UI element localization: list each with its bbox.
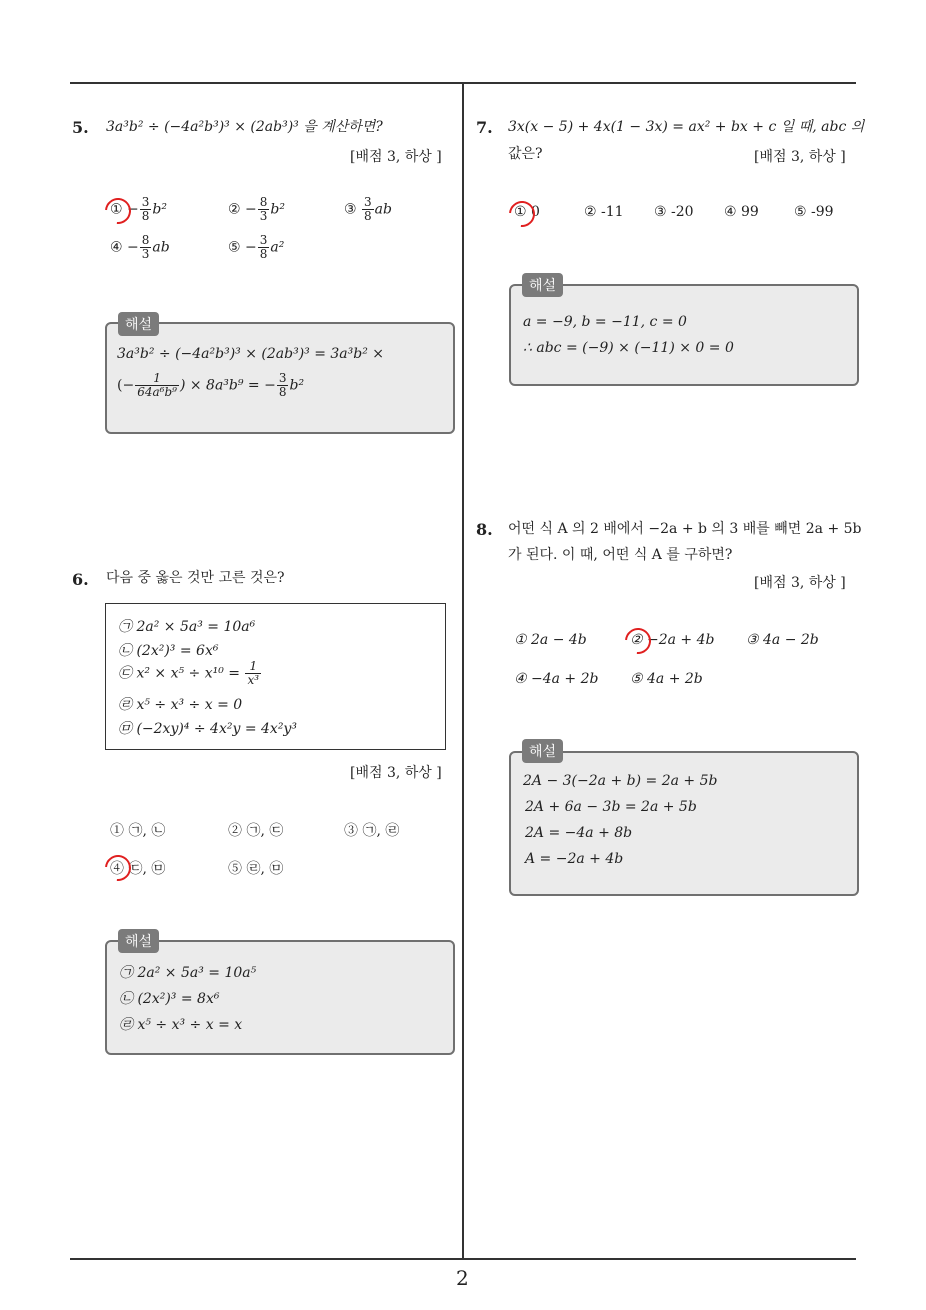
q6-option-1[interactable]: ① ㉠, ㉡: [110, 823, 166, 839]
q8-solution-line-3: 2A = −4a + 8b: [525, 825, 633, 841]
q6-statement-2: ㉡ (2x²)³ = 6x⁶: [118, 643, 219, 659]
question-5-text: 3a³b² ÷ (−4a²b³)³ × (2ab³)³ 을 계산하면?: [106, 119, 383, 135]
q6-solution-box: [105, 940, 455, 1055]
question-7-text-line-2: 값은?: [508, 146, 543, 162]
q8-option-5[interactable]: ⑤ 4a + 2b: [630, 671, 703, 687]
question-8-meta: [배점 3, 하상 ]: [754, 575, 846, 591]
q6-statement-box: [105, 603, 446, 750]
q5-option-2[interactable]: ② − $\frac{8}{3}$ b²: [228, 195, 285, 223]
q5-option-1-fraction: $\frac{3}{8}$: [141, 195, 150, 223]
q6-statement-5: ㉤ (−2xy)⁴ ÷ 4x²y = 4x²y³: [118, 721, 297, 737]
page-number: 2: [456, 1266, 469, 1290]
q5-solution-box: [105, 322, 455, 434]
q8-option-3[interactable]: ③ 4a − 2b: [746, 632, 819, 648]
q8-solution-line-4: A = −2a + 4b: [525, 851, 624, 867]
q6-option-5[interactable]: ⑤ ㉣, ㉤: [228, 861, 284, 877]
q7-option-3[interactable]: ③ -20: [654, 204, 694, 220]
q6-statement-3: ㉢ x² × x⁵ ÷ x¹⁰ = $\frac{1}{\text{x³}}$: [118, 659, 260, 687]
q6-option-4[interactable]: ④ ㉢, ㉤: [110, 861, 166, 877]
q7-option-4[interactable]: ④ 99: [724, 204, 759, 220]
question-5-number: 5.: [72, 118, 89, 137]
q8-option-4[interactable]: ④ −4a + 2b: [514, 671, 599, 687]
q7-solution-line-1: a = −9, b = −11, c = 0: [523, 314, 687, 330]
q6-solution-line-3: ㉣ x⁵ ÷ x³ ÷ x = x: [119, 1017, 243, 1033]
q8-solution-line-1: 2A − 3(−2a + b) = 2a + 5b: [523, 773, 718, 789]
q8-option-1[interactable]: ① 2a − 4b: [514, 632, 587, 648]
question-6-meta: [배점 3, 하상 ]: [350, 765, 442, 781]
q8-solution-tag: 해설: [522, 739, 563, 763]
q7-selected-circle: [504, 196, 541, 233]
question-8-number: 8.: [476, 520, 493, 539]
q7-solution-tag: 해설: [522, 273, 563, 297]
q7-solution-box: [509, 284, 859, 386]
q6-solution-tag: 해설: [118, 929, 159, 953]
question-8-text-line-2: 가 된다. 이 때, 어떤 식 A 를 구하면?: [508, 547, 733, 563]
q8-solution-line-2: 2A + 6a − 3b = 2a + 5b: [525, 799, 697, 815]
q5-solution-tag: 해설: [118, 312, 159, 336]
q5-solution-line-2: (− $\frac{1}{\text{64a⁶b⁹}}$ ) × 8a³b⁹ = − $\frac{3}{8}$ b²: [117, 371, 305, 399]
q6-solution-line-1: ㉠ 2a² × 5a³ = 10a⁵: [119, 965, 257, 981]
q6-solution-line-2: ㉡ (2x²)³ = 8x⁶: [119, 991, 220, 1007]
q7-option-2[interactable]: ② -11: [584, 204, 624, 220]
q6-option-3[interactable]: ③ ㉠, ㉣: [344, 823, 400, 839]
q6-option-2[interactable]: ② ㉠, ㉢: [228, 823, 284, 839]
q5-option-1[interactable]: ① − $\frac{3}{8}$ b²: [110, 195, 167, 223]
q8-selected-circle: [620, 623, 657, 660]
q5-option-5[interactable]: ⑤ − $\frac{3}{8}$ a²: [228, 233, 285, 261]
q5-option-2-fraction: $\frac{8}{3}$: [259, 195, 268, 223]
q7-option-1[interactable]: ① 0: [514, 204, 540, 220]
q7-option-5[interactable]: ⑤ -99: [794, 204, 834, 220]
q7-solution-line-2: ∴ abc = (−9) × (−11) × 0 = 0: [523, 340, 734, 356]
question-7-meta: [배점 3, 하상 ]: [754, 149, 846, 165]
q5-solution-line-1: 3a³b² ÷ (−4a²b³)³ × (2ab³)³ = 3a³b² ×: [117, 346, 385, 362]
q5-option-1-mark: ①: [110, 201, 123, 218]
question-6-number: 6.: [72, 570, 89, 589]
q5-option-3-fraction: $\frac{3}{8}$: [364, 195, 372, 223]
q6-statement-1: ㉠ 2a² × 5a³ = 10a⁶: [118, 619, 256, 635]
column-divider: [462, 84, 464, 1260]
q5-option-4[interactable]: ④ − $\frac{8}{3}$ ab: [110, 233, 170, 261]
question-7-text-line-1: 3x(x − 5) + 4x(1 − 3x) = ax² + bx + c 일 때, abc 의: [508, 119, 865, 135]
question-5-meta: [배점 3, 하상 ]: [350, 149, 442, 165]
question-8-text-line-1: 어떤 식 A 의 2 배에서 −2a + b 의 3 배를 빼면 2a + 5b: [508, 521, 862, 537]
question-6-text: 다음 중 옳은 것만 고른 것은?: [106, 570, 285, 586]
q5-option-5-fraction: $\frac{3}{8}$: [259, 233, 268, 261]
q8-option-2[interactable]: ② −2a + 4b: [630, 632, 715, 648]
q6-selected-circle: [100, 850, 137, 887]
q5-option-4-fraction: $\frac{8}{3}$: [141, 233, 150, 261]
question-7-number: 7.: [476, 118, 493, 137]
q5-option-3[interactable]: ③ $\frac{3}{8}$ ab: [344, 195, 392, 223]
bottom-rule: [70, 1258, 856, 1260]
q6-statement-4: ㉣ x⁵ ÷ x³ ÷ x = 0: [118, 697, 243, 713]
q8-solution-box: [509, 751, 859, 896]
